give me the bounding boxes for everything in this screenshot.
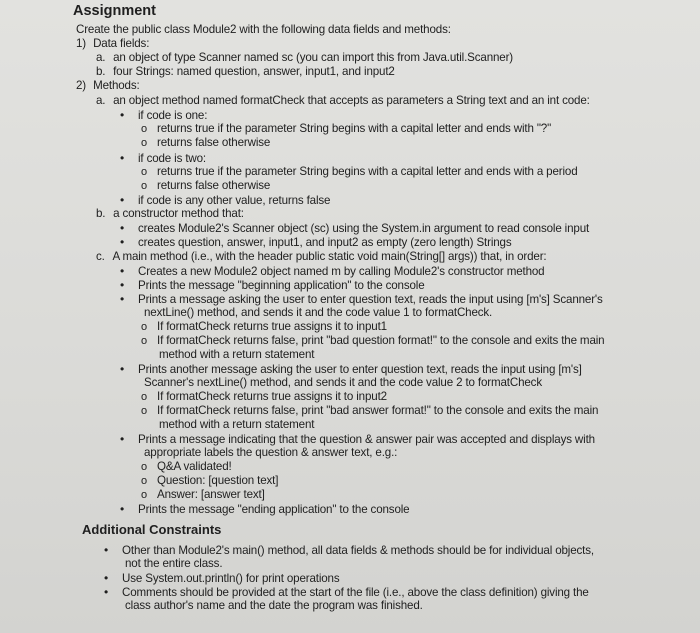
- bullet-marker: •: [120, 502, 125, 516]
- bullet-item: [120, 278, 425, 293]
- bullet-marker: •: [104, 571, 109, 585]
- list-text: Methods:: [93, 79, 140, 92]
- sub-item: [141, 165, 578, 179]
- bullet-item: [120, 432, 595, 447]
- bullet-text: Prints the message "beginning application" to the console: [138, 279, 425, 292]
- circle-marker: o: [141, 166, 147, 178]
- sub-item: [141, 474, 278, 488]
- bullet-text: Creates a new Module2 object named m by calling Module2's constructor method: [138, 265, 545, 278]
- bullet-text: creates Module2's Scanner object (sc) using the System.in argument to read console input: [138, 222, 590, 235]
- page-title: Assignment: [73, 3, 156, 19]
- list-text: an object method named formatCheck that accepts as parameters a String text and an int code:: [113, 94, 590, 107]
- list-text: an object of type Scanner named sc (you can import this from Java.util.Scanner): [113, 51, 514, 64]
- list-item: [96, 207, 244, 221]
- bullet-marker: •: [120, 362, 125, 376]
- sub-text: If formatCheck returns false, print "bad answer format!" to the console and exits the main: [157, 404, 599, 417]
- list-marker: b.: [96, 207, 106, 220]
- bullet-marker: •: [120, 292, 125, 306]
- bullet-marker: •: [120, 278, 125, 292]
- list-marker: 1): [76, 37, 87, 50]
- sub-text: Answer: [answer text]: [157, 488, 265, 501]
- bullet-marker: •: [120, 221, 125, 235]
- continuation-text: method with a return statement: [159, 418, 315, 431]
- bullet-item: [120, 221, 589, 236]
- list-text: four Strings: named question, answer, input1, and input2: [113, 65, 395, 78]
- list-text: A main method (i.e., with the header public static void main(String[] args)) that, in order:: [112, 250, 547, 263]
- bullet-text: Prints a message asking the user to enter question text, reads the input using [m's] Scanner's: [138, 293, 603, 306]
- sub-text: If formatCheck returns true assigns it to input1: [157, 320, 387, 333]
- circle-marker: o: [141, 335, 147, 347]
- bullet-text: if code is one:: [138, 109, 208, 122]
- bullet-text: Prints the message "ending application" to the console: [138, 503, 410, 516]
- constraints-heading: Additional Constraints: [82, 522, 222, 537]
- list-item: [96, 65, 395, 79]
- sub-item: [141, 334, 604, 348]
- circle-marker: o: [141, 391, 147, 403]
- sub-item: [141, 390, 387, 404]
- circle-marker: o: [141, 137, 147, 149]
- sub-text: returns false otherwise: [157, 136, 271, 149]
- bullet-marker: •: [120, 108, 125, 122]
- sub-item: [141, 136, 270, 150]
- bullet-marker: •: [120, 151, 125, 165]
- sub-item: [141, 320, 387, 334]
- list-item: [96, 94, 590, 108]
- continuation-text: class author's name and the date the program was finished.: [125, 599, 423, 612]
- list-item: [76, 79, 140, 93]
- list-marker: a.: [96, 51, 106, 64]
- bullet-text: creates question, answer, input1, and input2 as empty (zero length) Strings: [138, 236, 512, 249]
- bullet-text: Other than Module2's main() method, all data fields & methods should be for individual objects,: [122, 544, 594, 557]
- bullet-item: [120, 235, 512, 250]
- list-text: a constructor method that:: [113, 207, 244, 220]
- circle-marker: o: [141, 475, 147, 487]
- bullet-marker: •: [104, 543, 109, 557]
- bullet-text: if code is two:: [138, 152, 206, 165]
- continuation-text: nextLine() method, and sends it and the code value 1 to formatCheck.: [144, 306, 493, 319]
- list-text: Data fields:: [93, 37, 150, 50]
- sub-item: [141, 179, 270, 193]
- bullet-text: Use System.out.println() for print operations: [122, 572, 340, 585]
- sub-item: [141, 404, 598, 418]
- circle-marker: o: [141, 461, 147, 473]
- list-marker: a.: [96, 94, 106, 107]
- list-marker: 2): [76, 79, 87, 92]
- sub-text: returns true if the parameter String begins with a capital letter and ends with a period: [157, 165, 578, 178]
- bullet-text: Prints another message asking the user to enter question text, reads the input using [m's]: [138, 363, 582, 376]
- circle-marker: o: [141, 123, 147, 135]
- bullet-item: [104, 585, 589, 600]
- bullet-item: [120, 193, 330, 208]
- bullet-text: Comments should be provided at the start of the file (i.e., above the class definition) giving the: [122, 586, 589, 599]
- bullet-marker: •: [120, 193, 125, 207]
- bullet-item: [120, 292, 603, 307]
- bullet-item: [120, 108, 207, 123]
- bullet-marker: •: [120, 235, 125, 249]
- continuation-text: not the entire class.: [125, 557, 223, 570]
- sub-text: returns false otherwise: [157, 179, 271, 192]
- sub-item: [141, 460, 232, 474]
- bullet-marker: •: [104, 585, 109, 599]
- continuation-text: Scanner's nextLine() method, and sends it and the code value 2 to formatCheck: [144, 376, 542, 389]
- bullet-item: [104, 571, 340, 586]
- bullet-marker: •: [120, 432, 125, 446]
- sub-item: [141, 488, 265, 502]
- continuation-text: appropriate labels the question & answer text, e.g.:: [144, 446, 398, 459]
- circle-marker: o: [141, 321, 147, 333]
- bullet-text: Prints a message indicating that the question & answer pair was accepted and displays with: [138, 433, 595, 446]
- circle-marker: o: [141, 489, 147, 501]
- list-item: [96, 51, 513, 65]
- bullet-item: [120, 264, 544, 279]
- circle-marker: o: [141, 405, 147, 417]
- continuation-text: method with a return statement: [159, 348, 315, 361]
- sub-text: If formatCheck returns true assigns it to input2: [157, 390, 387, 403]
- list-marker: c.: [96, 250, 105, 263]
- bullet-text: if code is any other value, returns false: [138, 194, 331, 207]
- bullet-item: [104, 543, 594, 558]
- sub-item: [141, 122, 551, 136]
- list-item: [96, 250, 547, 264]
- sub-text: Question: [question text]: [157, 474, 279, 487]
- sub-text: Q&A validated!: [157, 460, 232, 473]
- bullet-item: [120, 362, 582, 377]
- intro-text: Create the public class Module2 with the following data fields and methods:: [76, 23, 451, 36]
- bullet-item: [120, 151, 206, 166]
- bullet-marker: •: [120, 264, 125, 278]
- list-marker: b.: [96, 65, 106, 78]
- circle-marker: o: [141, 180, 147, 192]
- sub-text: returns true if the parameter String begins with a capital letter and ends with "?": [157, 122, 552, 135]
- sub-text: If formatCheck returns false, print "bad question format!" to the console and exits the main: [157, 334, 605, 347]
- list-item: [76, 37, 149, 51]
- bullet-item: [120, 502, 409, 517]
